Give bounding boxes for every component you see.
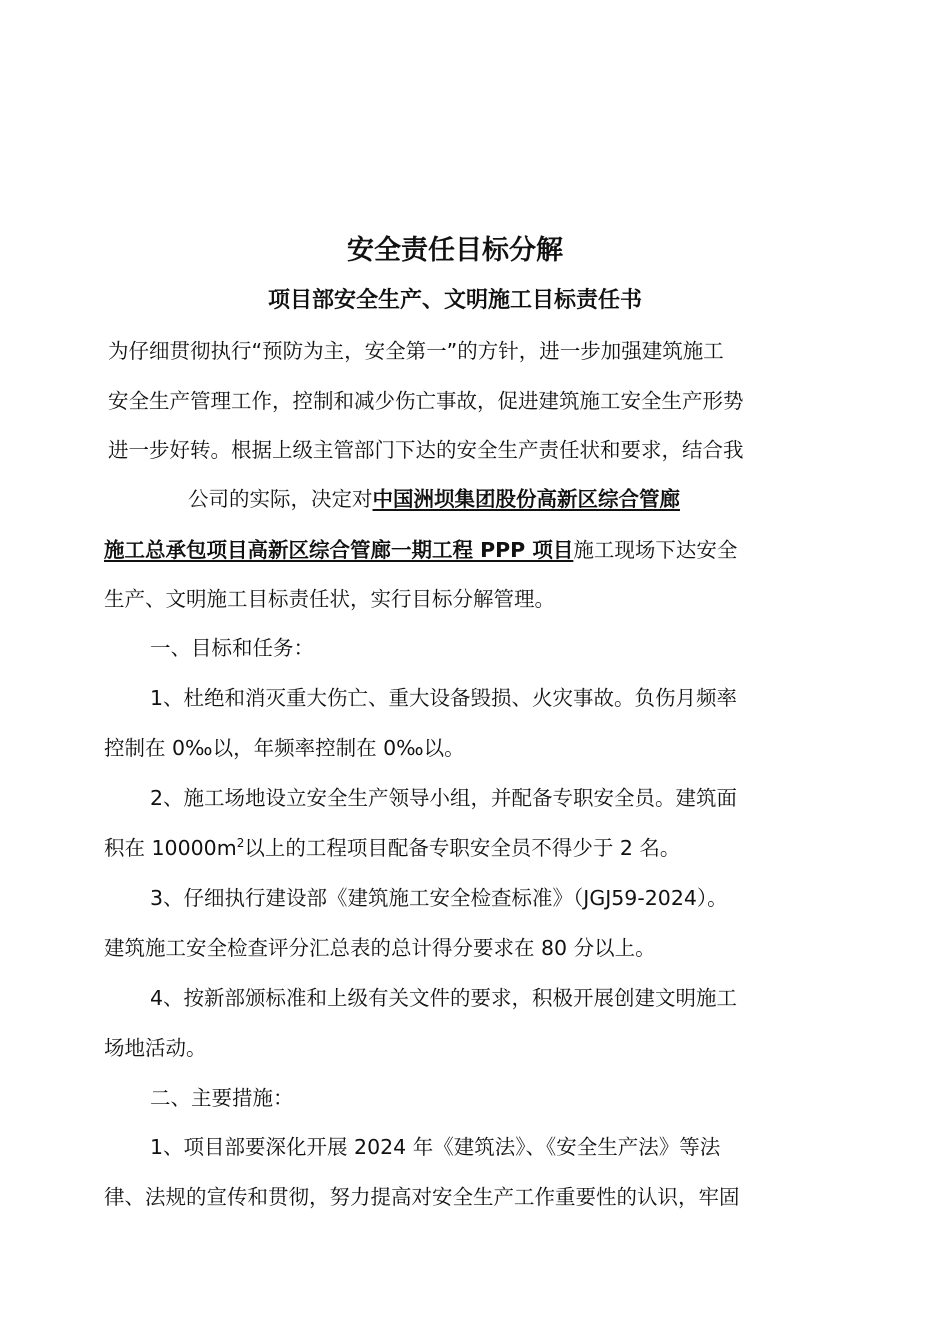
section-1-item-3-line-2: 建筑施工安全检查评分汇总表的总计得分要求在 80 分以上。 (104, 936, 656, 960)
document-title: 安全责任目标分解 (347, 235, 563, 266)
section-1-item-4-line-2: 场地活动。 (104, 1036, 207, 1060)
section-1-item-1-line-1: 1、杜绝和消灭重大伤亡、重大设备毁损、火灾事故。负伤月频率 (150, 686, 738, 710)
section-1-item-3-line-1: 3、仔细执行建设部《建筑施工安全检查标准》（JGJ59-2024）。 (150, 886, 728, 910)
area-superscript: 2 (236, 836, 245, 850)
section-2-item-1-line-2: 律、法规的宣传和贯彻，努力提高对安全生产工作重要性的认识，牢固 (104, 1185, 740, 1209)
area-text-rest: 以上的工程项目配备专职安全员不得少于 2 名。 (244, 836, 681, 860)
section-2-heading: 二、主要措施： (150, 1086, 294, 1110)
document-subtitle: 项目部安全生产、文明施工目标责任书 (267, 288, 642, 313)
intro-line-5-suffix: 施工现场下达安全 (573, 538, 738, 562)
project-name-part-1: 中国洲坝集团股份高新区综合管廊 (372, 487, 680, 511)
project-name-part-2: 施工总承包项目高新区综合管廊一期工程 PPP 项目 (104, 538, 574, 562)
intro-line-4 (188, 484, 680, 514)
section-1-item-4-line-1: 4、按新部颁标准和上级有关文件的要求，积极开展创建文明施工 (150, 986, 738, 1010)
section-1-heading: 一、目标和任务： (150, 636, 314, 660)
intro-line-6: 生产、文明施工目标责任状，实行目标分解管理。 (104, 587, 555, 611)
intro-line-4-prefix: 公司的实际，决定对 (188, 487, 373, 511)
section-1-item-1-line-2: 控制在 0‰以，年频率控制在 0‰以。 (104, 736, 465, 760)
intro-line-2: 安全生产管理工作，控制和减少伤亡事故，促进建筑施工安全生产形势 (108, 389, 744, 413)
section-1-item-2-line-1: 2、施工场地设立安全生产领导小组，并配备专职安全员。建筑面 (150, 786, 738, 810)
section-1-item-2-line-2 (104, 833, 680, 863)
section-2-item-1-line-1: 1、项目部要深化开展 2024 年《建筑法》、《安全生产法》等法 (150, 1135, 721, 1159)
intro-line-3: 进一步好转。根据上级主管部门下达的安全生产责任状和要求，结合我 (108, 438, 744, 462)
intro-line-5 (104, 535, 737, 565)
area-text: 积在 10000m (104, 836, 237, 860)
intro-line-1: 为仔细贯彻执行“预防为主，安全第一”的方针，进一步加强建筑施工 (108, 339, 724, 363)
